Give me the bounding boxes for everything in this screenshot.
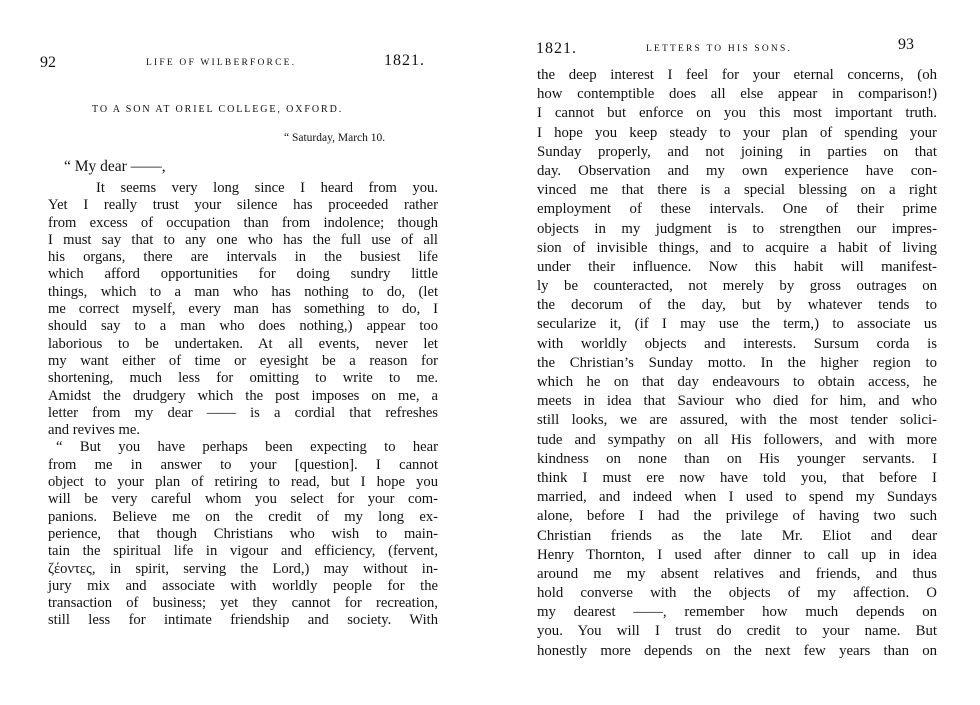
text-line: will be very careful whom you select for your com-	[48, 491, 438, 508]
text-line: object to your plan of retiring to read, but I hope you	[48, 474, 438, 491]
text-line: still looks, we are assured, with the most tender solici-	[537, 412, 937, 429]
left-page-number: 92	[40, 54, 56, 71]
text-line: think I must ere now have told you, that before I	[537, 469, 937, 486]
text-line: shortening, much less for omitting to write to me.	[48, 370, 438, 387]
text-line: I cannot but enforce on you this most important truth.	[537, 105, 937, 122]
text-line: tude and sympathy on all His followers, and with more	[537, 431, 937, 448]
text-line: kindness on none than on His younger servants. I	[537, 450, 937, 467]
letter-heading: TO A SON AT ORIEL COLLEGE, OXFORD.	[92, 104, 344, 115]
text-line: and revives me.	[48, 422, 140, 439]
text-line: how contemptible does all else appear in comparison!)	[537, 86, 937, 103]
text-line: “ But you have perhaps been expecting to hear	[56, 439, 438, 456]
text-line: the decorum of the day, but by whatever tends to	[537, 297, 937, 314]
text-line: you. You will I trust do credit to your name. But	[537, 623, 937, 640]
text-line: alone, before I had the privilege of having two such	[537, 508, 937, 525]
right-page	[500, 0, 980, 705]
text-line: I hope you keep steady to your plan of spending your	[537, 124, 937, 141]
text-line: which afford opportunities for doing sundry little	[48, 266, 438, 283]
text-line: I must say that to any one who has the full use of all	[48, 231, 438, 248]
text-line: jury mix and associate with worldly people for the	[48, 577, 438, 594]
text-line: Yet I really trust your silence has proceeded rather	[48, 197, 438, 214]
text-line: under their influence. Now this habit will manifest-	[537, 258, 937, 275]
text-line: hold converse with the objects of my affection. O	[537, 585, 937, 602]
text-line: Christian friends as the late Mr. Eliot and dear	[537, 527, 937, 544]
left-page-body	[48, 180, 438, 630]
right-page-body	[537, 66, 937, 661]
text-line: sion of invisible things, and to acquire a habit of living	[537, 239, 937, 256]
text-line: should say to a man who does nothing,) appear too	[48, 318, 438, 335]
text-line: panions. Believe me on the credit of my long ex-	[48, 508, 438, 525]
text-line: the Christian’s Sunday motto. In the higher region to	[537, 354, 937, 371]
text-line: letter from my dear —— is a cordial that refreshes	[48, 404, 438, 421]
text-line: still less for intimate friendship and society. With	[48, 612, 438, 629]
right-page-number: 93	[898, 36, 914, 53]
text-line: things, which to a man who has nothing to do, (let	[48, 283, 438, 300]
text-line: perience, that though Christians who wish to main-	[48, 525, 438, 542]
text-line: vinced me that there is a special blessing on a right	[537, 182, 937, 199]
text-line: secularize it, (if I may use the term,) to associate us	[537, 316, 937, 333]
right-running-head: LETTERS TO HIS SONS.	[646, 44, 793, 54]
letter-dateline: “ Saturday, March 10.	[284, 132, 386, 144]
text-line: day. Observation and my own experience have con-	[537, 162, 937, 179]
text-line: which he on that day endeavours to obtain access, he	[537, 374, 937, 390]
text-line: my want either of time or eyesight be a reason for	[48, 352, 438, 369]
text-line: me correct myself, every man has something to do, I	[48, 301, 438, 318]
text-line: his organs, there are intervals in the busiest life	[48, 249, 438, 266]
text-line: around me my absent relatives and friends, and thus	[537, 565, 937, 582]
left-page	[0, 0, 470, 705]
text-line: transaction of business; yet they cannot for recreation,	[48, 595, 438, 612]
text-line: my dearest ——, remember how much depends on	[537, 604, 937, 621]
text-line: Henry Thornton, I used after dinner to call up in idea	[537, 546, 937, 563]
text-line: laborious to be undertaken. At all events, never let	[48, 335, 438, 352]
text-line: honestly more depends on the next few years than on	[537, 642, 937, 659]
text-line: meets in idea that Saviour who died for him, and who	[537, 393, 937, 410]
left-year: 1821.	[384, 52, 425, 69]
text-line: from me in answer to your [question]. I cannot	[48, 456, 438, 473]
text-line: from excess of occupation than from indolence; though	[48, 214, 438, 231]
text-line: tain the spiritual life in vigour and efficiency, (fervent,	[48, 543, 438, 560]
text-line: the deep interest I feel for your eternal concerns, (oh	[537, 67, 937, 83]
text-line: with worldly objects and interests. Sursum corda is	[537, 335, 937, 352]
text-line: married, and indeed when I used to spend my Sundays	[537, 489, 937, 506]
text-line: ζέοντες, in spirit, serving the Lord,) may without in-	[48, 560, 438, 577]
text-line: It seems very long since I heard from you.	[96, 180, 438, 196]
letter-salutation: “ My dear ——,	[64, 158, 166, 175]
text-line: objects in my judgment is to strengthen our impres-	[537, 220, 937, 237]
text-line: ly be counteracted, not merely by gross outrages on	[537, 278, 937, 295]
text-line: Amidst the drudgery which the post imposes on me, a	[48, 387, 438, 404]
left-running-head: LIFE OF WILBERFORCE.	[146, 58, 297, 68]
text-line: employment of these intervals. One of their prime	[537, 201, 937, 218]
text-line: Sunday properly, and not joining in parties on that	[537, 143, 937, 160]
right-year: 1821.	[536, 40, 577, 57]
